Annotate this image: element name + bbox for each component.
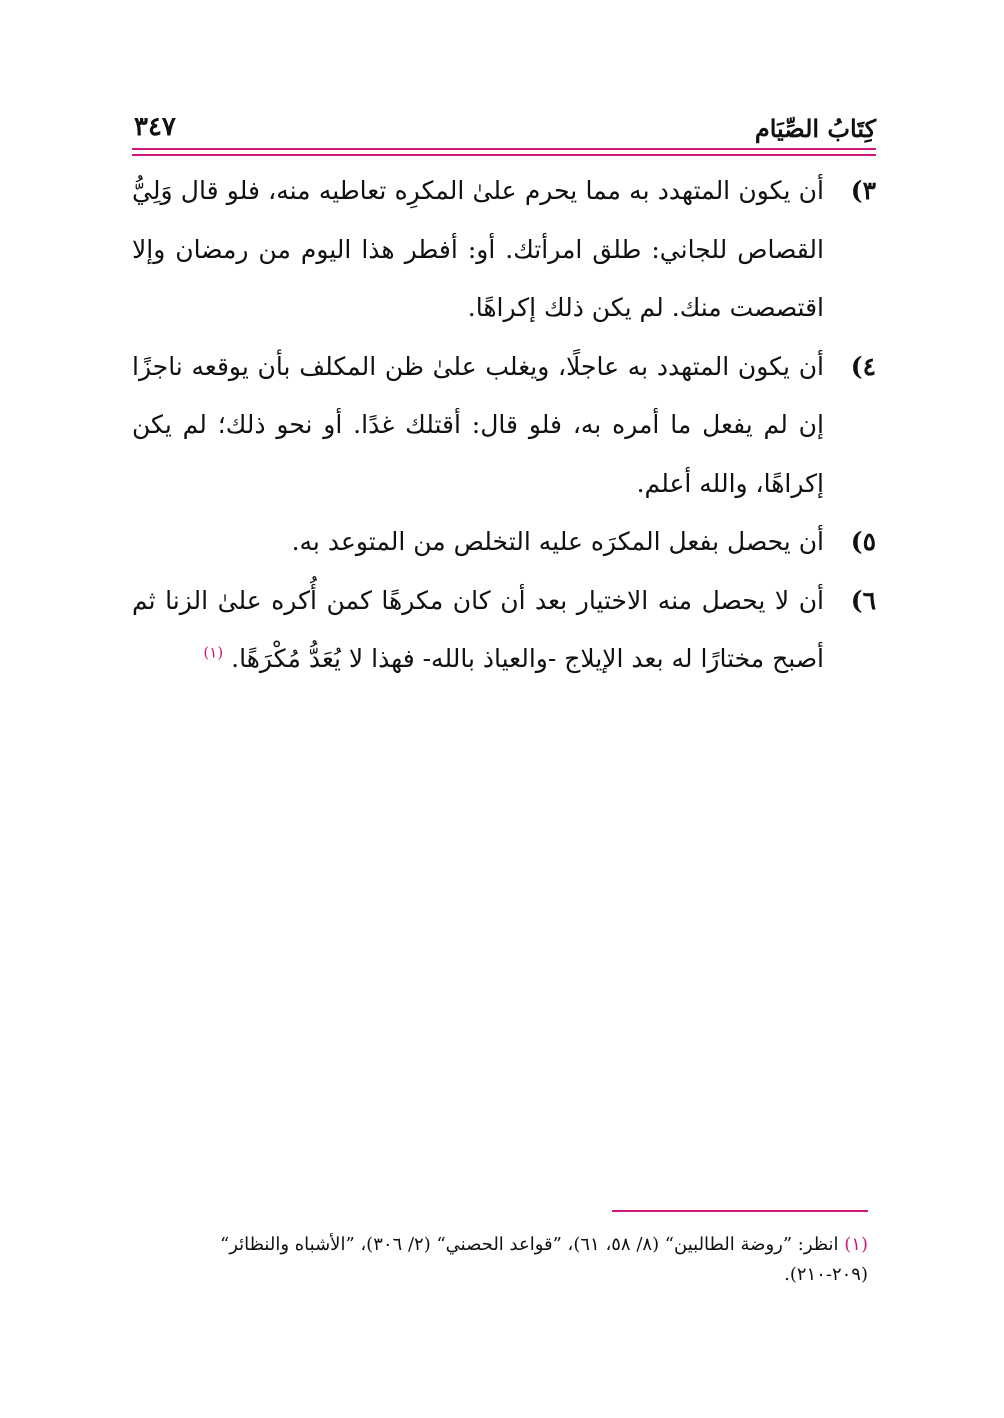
footnote-text: انظر: ”روضة الطالبين“ (٨/ ٥٨، ٦١)، ”قواعد الحصني“ (٢/ ٣٠٦)، ”الأشباه والنظائر“ (٢٠٩-٢١٠). bbox=[220, 1234, 868, 1285]
body-text bbox=[132, 162, 876, 689]
item-text: أن لا يحصل منه الاختيار بعد أن كان مكرهًا كمن أُكره علىٰ الزنا ثم أصبح مختارًا له بعد الإيلاج -والعياذ بالله- فهذا لا يُعَدُّ مُكْرَهًا. bbox=[132, 585, 824, 673]
item-text: أن يكون المتهدد به عاجلًا، ويغلب علىٰ ظن المكلف بأن يوقعه ناجزًا إن لم يفعل ما أمره به، فلو قال: أقتلك غدًا. أو نحو ذلك؛ لم يكن إكراهًا، والله أعلم. bbox=[132, 351, 824, 498]
item-text: أن يكون المتهدد به مما يحرم علىٰ المكرِه تعاطيه منه، فلو قال وَلِيُّ القصاص للجاني: طلق امرأتك. أو: أفطر هذا اليوم من رمضان وإلا اقتصصت منك. لم يكن ذلك إكراهًا. bbox=[132, 176, 824, 322]
item-number: ٣) bbox=[850, 176, 876, 205]
item-number: ٥) bbox=[850, 527, 876, 556]
item-number: ٤) bbox=[850, 351, 876, 381]
list-item bbox=[132, 338, 876, 514]
running-title: كِتَابُ الصِّيَام bbox=[754, 114, 876, 143]
header-rule-top bbox=[132, 148, 876, 150]
footnote bbox=[132, 1230, 868, 1290]
list-item bbox=[132, 572, 876, 689]
item-text: أن يحصل بفعل المكرَه عليه التخلص من المتوعد به. bbox=[291, 527, 824, 556]
footnote-rule bbox=[612, 1210, 868, 1212]
list-item bbox=[132, 162, 876, 338]
footnote-reference[interactable]: (١) bbox=[203, 643, 224, 662]
item-number: ٦) bbox=[850, 585, 876, 615]
page-header bbox=[132, 112, 876, 152]
header-rule-bottom bbox=[132, 154, 876, 156]
page-number: ٣٤٧ bbox=[134, 112, 176, 142]
footnote-number: (١) bbox=[844, 1234, 868, 1255]
list-item bbox=[132, 513, 876, 572]
